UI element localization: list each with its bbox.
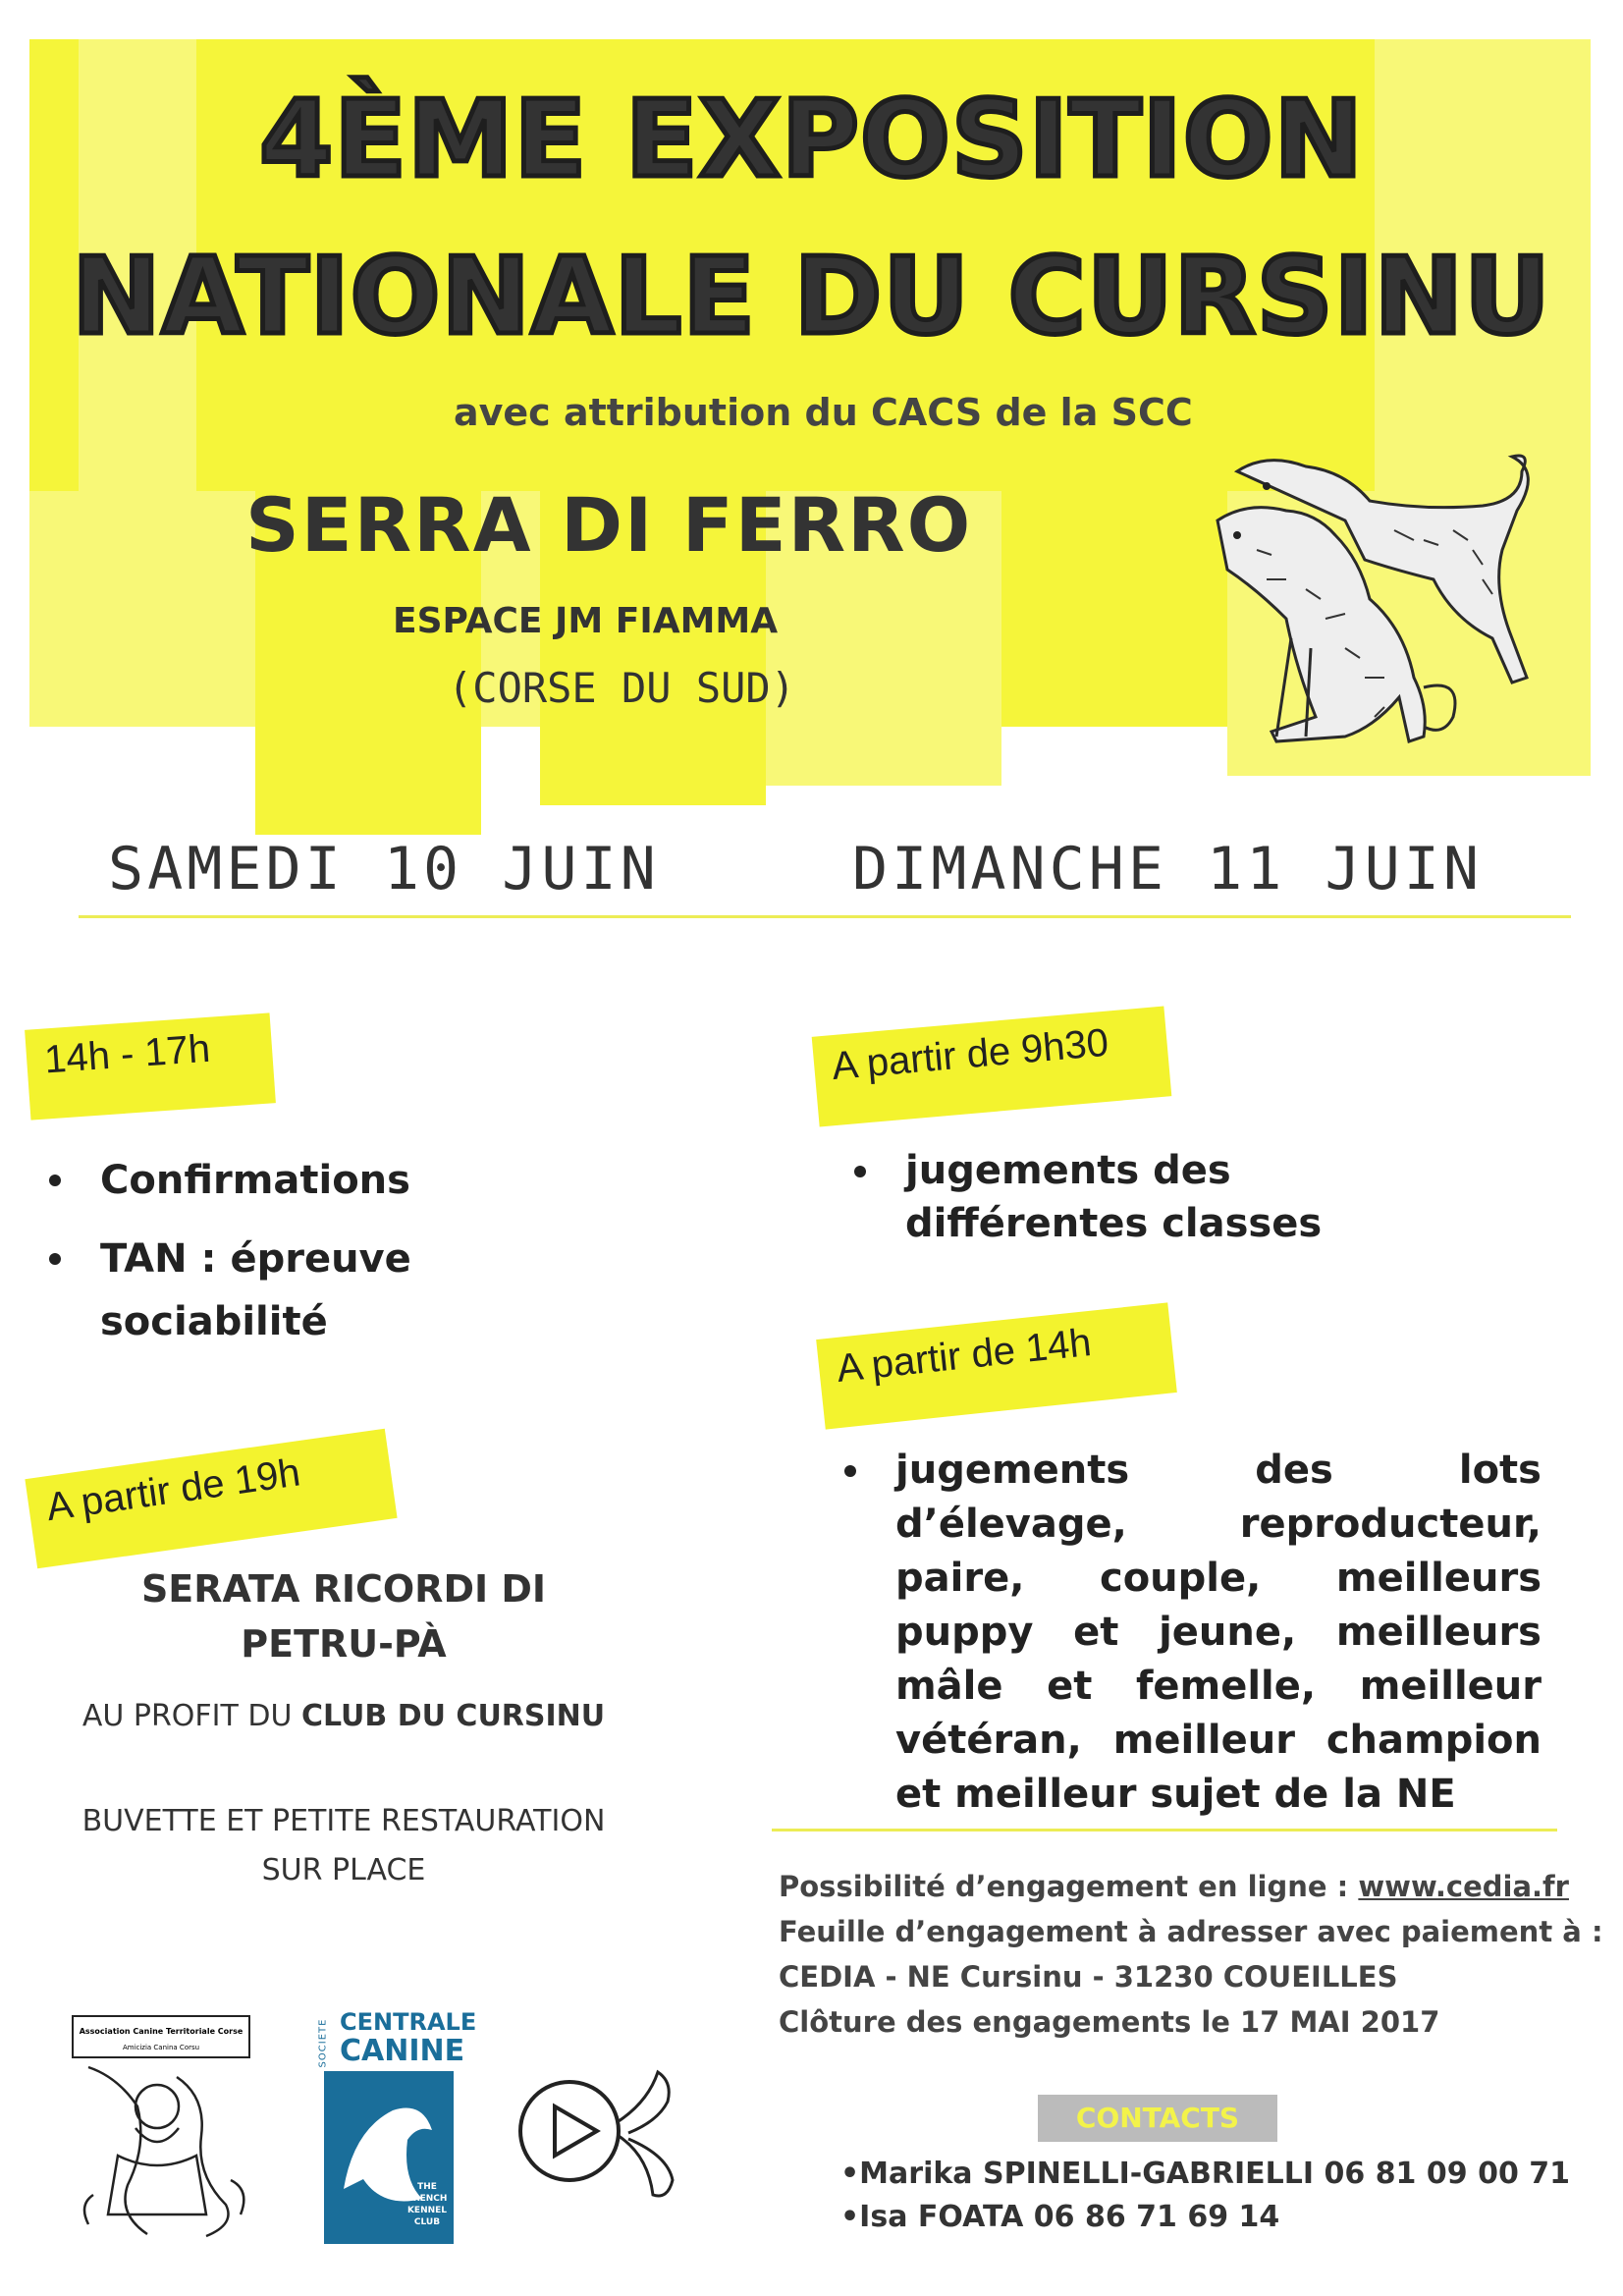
association-logo — [59, 2008, 265, 2244]
time-badge-14h — [816, 1302, 1177, 1429]
title-line-2: NATIONALE DU CURSINU — [72, 236, 1551, 358]
engagement-address-intro: Feuille d’engagement à adresser avec paiement à : — [779, 1915, 1603, 1948]
saturday-afternoon-list — [49, 1149, 599, 1353]
cursinu-dogs-illustration — [1198, 442, 1591, 786]
scc-footer: THE FRENCH KENNEL CLUB — [406, 2182, 448, 2227]
divider-dates — [79, 915, 1571, 918]
event-title: SERATA RICORDI DI PETRU-PÀ — [140, 1567, 547, 1666]
scc-label-canine: CANINE — [340, 2034, 465, 2068]
region: (CORSE DU SUD) — [448, 664, 796, 712]
title-line-1: 4ÈME EXPOSITION — [259, 79, 1364, 201]
subtitle: avec attribution du CACS de la SCC — [454, 391, 1193, 434]
date-sunday: DIMANCHE 11 JUIN — [852, 835, 1483, 903]
contact-isa: •Isa FOATA 06 86 71 69 14 — [840, 2200, 1280, 2234]
list-item: jugements des différentes classes — [854, 1144, 1463, 1250]
scc-blue-block — [324, 2071, 454, 2244]
date-saturday: SAMEDI 10 JUIN — [108, 835, 660, 903]
engagement-info — [779, 1864, 1603, 2045]
time-badge-9h30 — [812, 1006, 1172, 1126]
svg-text:Association Canine Territorial: Association Canine Territoriale Corse — [79, 2027, 243, 2036]
engagement-deadline: Clôture des engagements le 17 MAI 2017 — [779, 2005, 1440, 2039]
contacts-list — [840, 2153, 1570, 2239]
time-badge-text: A partir de 14h — [835, 1320, 1094, 1391]
sunday-afternoon-list — [844, 1444, 1542, 1822]
play-logo — [511, 2062, 687, 2223]
engagement-online: Possibilité d’engagement en ligne : www.cedia.fr — [779, 1870, 1569, 1903]
play-ribbon-icon — [511, 2062, 687, 2219]
buvette-info: BUVETTE ET PETITE RESTAURATION SUR PLACE — [81, 1804, 606, 1887]
list-item: Confirmations — [49, 1149, 599, 1212]
scc-side-label: SOCIETE — [317, 2018, 329, 2068]
contacts-label: CONTACTS — [1038, 2095, 1277, 2142]
contact-marika: •Marika SPINELLI-GABRIELLI 06 81 09 00 71 — [840, 2157, 1571, 2191]
profit-line: AU PROFIT DU CLUB DU CURSINU — [81, 1699, 606, 1733]
time-badge-text: 14h - 17h — [42, 1026, 212, 1082]
engagement-address: CEDIA - NE Cursinu - 31230 COUEILLES — [779, 1960, 1398, 1994]
list-item: jugements des lots d’élevage, reproducteur, paire, couple, meilleurs puppy et jeune, meilleurs mâle et femelle, meilleur vétéran, meilleur champion et meilleur sujet de la NE — [844, 1444, 1542, 1822]
list-item: TAN : épreuve sociabilité — [49, 1228, 493, 1353]
time-badge-text: A partir de 9h30 — [830, 1020, 1110, 1089]
sunday-morning-list — [854, 1144, 1463, 1250]
svg-text:Amicizia Canina Corsu: Amicizia Canina Corsu — [122, 2044, 200, 2051]
time-badge-14h-17h — [25, 1012, 276, 1120]
divider-engagement — [772, 1829, 1557, 1831]
scc-label-centrale: CENTRALE — [340, 2008, 477, 2036]
cedia-link[interactable]: www.cedia.fr — [1358, 1870, 1569, 1903]
venue: ESPACE JM FIAMMA — [393, 601, 779, 641]
place-title: SERRA DI FERRO — [245, 481, 973, 569]
scc-logo — [317, 2008, 477, 2244]
time-badge-19h — [25, 1429, 397, 1569]
association-emblem-icon — [59, 2008, 265, 2244]
time-badge-text: A partir de 19h — [43, 1450, 303, 1530]
